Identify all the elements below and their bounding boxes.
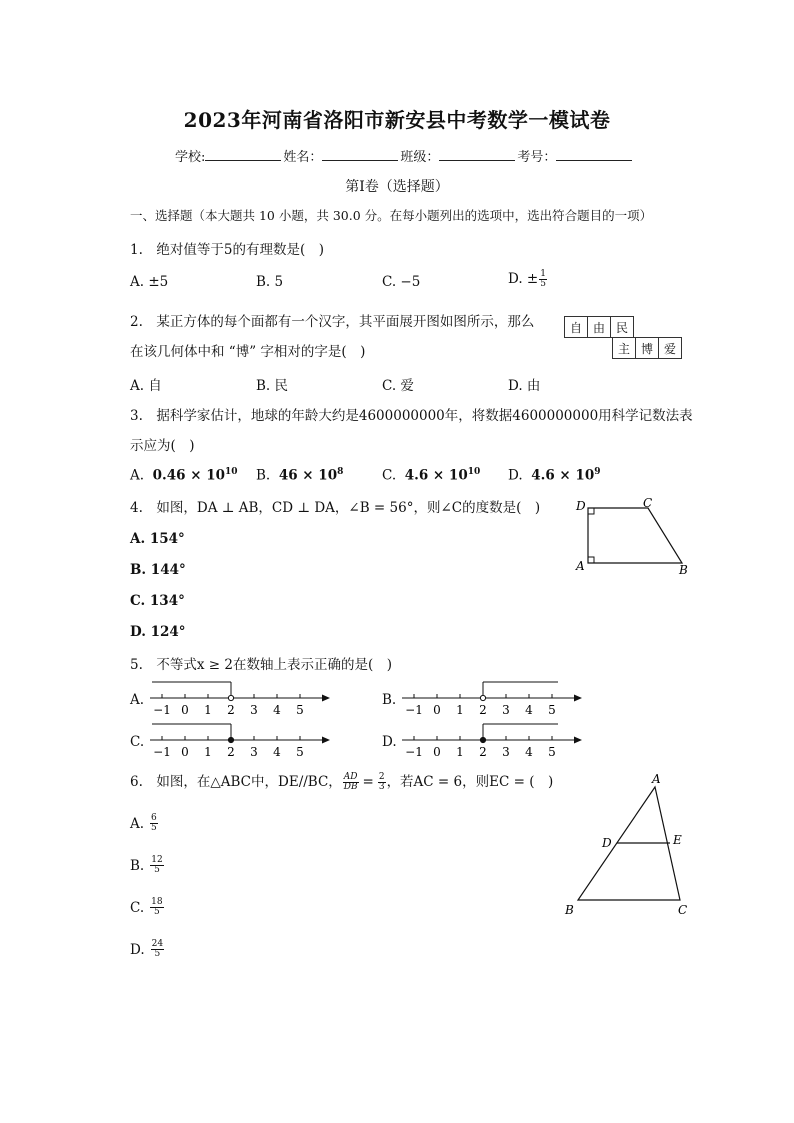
number-line-a[interactable] (148, 680, 334, 722)
tick-label: 2 (227, 703, 235, 717)
q6-d-num: 24 (151, 939, 164, 949)
tick-label: 5 (296, 703, 304, 717)
vertex-label-c: C (678, 903, 688, 917)
q1-option-c[interactable]: C. −5 (382, 274, 421, 290)
q5-option-b-label[interactable]: B. (382, 692, 397, 708)
q6-equals: = (362, 774, 374, 790)
q3-option-c[interactable] (382, 467, 480, 484)
tick-label: 0 (181, 745, 189, 759)
q6-b-label: B. (130, 857, 145, 874)
axis-arrow (322, 737, 330, 744)
q4-option-b[interactable]: B. 144° (130, 562, 186, 578)
closed-point (228, 737, 233, 742)
q6-stem-part-a: 6. 如图，在△ABC中，DE//BC， (130, 774, 342, 790)
q3-a-base: 0.46 × 10 (152, 467, 226, 484)
q6-stem-part-b: ，若AC = 6，则EC = ( ) (386, 774, 554, 790)
q3-b-label: B. (256, 467, 271, 484)
right-angle-mark-a (588, 557, 594, 563)
q3-b-base: 46 × 10 (278, 467, 338, 484)
question-3-stem-1: 3. 据科学家估计，地球的年龄大约是4600000000年，将数据4600000000用科学记数法表 (130, 408, 693, 424)
q4-option-d[interactable]: D. 124° (130, 624, 186, 640)
tick-label: −1 (405, 703, 423, 717)
class-label: 班级： (400, 150, 440, 165)
q6-option-b[interactable] (130, 856, 165, 875)
q1-option-b[interactable]: B. 5 (256, 274, 284, 290)
tick-label: 3 (250, 745, 258, 759)
tick-label: 4 (273, 703, 281, 717)
number-line-c[interactable] (148, 722, 334, 764)
tick-label: 1 (204, 703, 212, 717)
q5-option-c-label[interactable]: C. (130, 734, 145, 750)
net-cell: 由 (587, 316, 611, 338)
q3-a-label: A. (130, 467, 145, 484)
q6-c-frac (150, 898, 163, 917)
q6-frac-ad-db (343, 773, 359, 792)
student-info-line (175, 146, 634, 165)
q6-b-den: 5 (154, 865, 160, 875)
tick-label: −1 (153, 703, 171, 717)
q3-d-label: D. (508, 467, 523, 484)
q6-c-den: 5 (154, 907, 160, 917)
q6-d-label: D. (130, 941, 145, 958)
q6-option-d[interactable] (130, 940, 165, 959)
q6-b-frac (150, 856, 163, 875)
net-cell: 民 (610, 316, 634, 338)
school-blank[interactable] (205, 146, 281, 161)
q1-frac-num: 1 (540, 269, 546, 279)
q6-d-frac (151, 940, 164, 959)
q4-option-c[interactable]: C. 134° (130, 593, 185, 609)
question-3-stem-2: 示应为( ) (130, 438, 195, 454)
q5-option-d-label[interactable]: D. (382, 734, 397, 750)
tick-label: 2 (227, 745, 235, 759)
q6-option-a[interactable] (130, 814, 159, 833)
vertex-label-b: B (679, 563, 688, 577)
vertex-label-c: C (643, 496, 653, 510)
trapezoid-shape (588, 508, 682, 563)
q6-a-label: A. (130, 815, 145, 832)
vertex-label-e: E (673, 833, 682, 847)
tick-label: 3 (502, 703, 510, 717)
q6-a-den: 5 (151, 823, 157, 833)
question-2-stem-2: 在该几何体中和 “博” 字相对的字是( ) (130, 344, 366, 360)
section-heading: 一、选择题（本大题共 10 小题，共 30.0 分。在每小题列出的选项中，选出符合题目的一项） (130, 208, 653, 223)
name-label: 姓名： (283, 150, 323, 165)
net-cell: 自 (564, 316, 588, 338)
q2-option-c[interactable]: C. 爱 (382, 378, 414, 394)
right-angle-mark-d (588, 508, 594, 514)
number-line-b[interactable] (400, 680, 586, 722)
q2-option-d[interactable]: D. 由 (508, 378, 541, 394)
open-point (480, 695, 485, 700)
class-blank[interactable] (439, 146, 515, 161)
open-point (228, 695, 233, 700)
vertex-label-b: B (565, 903, 574, 917)
q3-option-a[interactable] (130, 467, 238, 484)
cube-net-figure (564, 317, 682, 359)
tick-label: −1 (405, 745, 423, 759)
q6-option-c[interactable] (130, 898, 165, 917)
tick-label: 4 (525, 745, 533, 759)
vertex-label-d: D (602, 836, 612, 850)
exam-no-blank[interactable] (556, 146, 632, 161)
q6-b-num: 12 (151, 855, 163, 865)
exam-no-label: 考号： (517, 150, 557, 165)
question-1-stem: 1. 绝对值等于5的有理数是( ) (130, 242, 325, 258)
q3-d-base: 4.6 × 10 (531, 467, 595, 484)
q2-option-a[interactable]: A. 自 (130, 378, 162, 394)
q1-option-d[interactable] (508, 270, 548, 289)
tick-label: 5 (296, 745, 304, 759)
tick-label: 4 (525, 703, 533, 717)
q3-option-d[interactable] (508, 467, 601, 484)
q6-c-label: C. (130, 899, 145, 916)
vertex-label-a: A (576, 559, 585, 573)
q4-option-a[interactable]: A. 154° (130, 531, 185, 547)
q3-option-b[interactable] (256, 467, 343, 484)
triangle-figure (560, 770, 700, 922)
trapezoid-figure (570, 494, 700, 580)
net-cell: 爱 (658, 337, 682, 359)
q1-option-a[interactable]: A. ±5 (130, 274, 169, 290)
vertex-label-a: A (652, 772, 661, 786)
q6-frac-ad: AD (343, 771, 358, 782)
tick-label: 5 (548, 745, 556, 759)
page-title: 2023年河南省洛阳市新安县中考数学一模试卷 (183, 108, 611, 132)
q6-c-num: 18 (151, 897, 163, 907)
tick-label: 4 (273, 745, 281, 759)
question-2-stem-1: 2. 某正方体的每个面都有一个汉字，其平面展开图如图所示，那么 (130, 314, 535, 330)
tick-label: 3 (502, 745, 510, 759)
q1-fraction (539, 270, 547, 289)
q6-a-num: 6 (151, 813, 157, 823)
q6-a-frac (150, 814, 158, 833)
q5-option-a-label[interactable]: A. (130, 692, 145, 708)
q3-b-exp: 8 (337, 467, 344, 477)
tick-label: 1 (204, 745, 212, 759)
tick-label: 0 (433, 703, 441, 717)
tick-label: 0 (433, 745, 441, 759)
question-4-stem: 4. 如图，DA ⊥ AB，CD ⊥ DA，∠B = 56°，则∠C的度数是( ) (130, 500, 541, 516)
tick-label: 3 (250, 703, 258, 717)
tick-label: −1 (153, 745, 171, 759)
axis-arrow (574, 737, 582, 744)
tick-label: 1 (456, 703, 464, 717)
section-title: 第Ⅰ卷（选择题） (345, 179, 449, 195)
q6-frac-ratio (378, 773, 386, 792)
closed-point (480, 737, 485, 742)
vertex-label-d: D (576, 499, 586, 513)
q3-a-exp: 10 (225, 467, 238, 477)
number-line-d[interactable] (400, 722, 586, 764)
question-6-stem (130, 772, 553, 792)
q6-ratio-num: 2 (378, 771, 385, 782)
q1-frac-den: 5 (540, 279, 546, 289)
q3-d-exp: 9 (594, 467, 601, 477)
tick-label: 2 (479, 745, 487, 759)
question-5-stem: 5. 不等式x ≥ 2在数轴上表示正确的是( ) (130, 657, 393, 673)
q6-frac-db: DB (343, 781, 358, 792)
tick-label: 5 (548, 703, 556, 717)
q3-c-base: 4.6 × 10 (404, 467, 468, 484)
tick-label: 0 (181, 703, 189, 717)
q1-option-d-label: D. ± (508, 271, 539, 287)
axis-arrow (574, 695, 582, 702)
q2-option-b[interactable]: B. 民 (256, 378, 289, 394)
net-cell: 主 (612, 337, 636, 359)
tick-label: 2 (479, 703, 487, 717)
q6-ratio-den: 3 (378, 781, 385, 792)
tick-label: 1 (456, 745, 464, 759)
q6-d-den: 5 (154, 949, 161, 959)
axis-arrow (322, 695, 330, 702)
net-cell: 博 (635, 337, 659, 359)
school-label: 学校: (175, 150, 206, 165)
q3-c-exp: 10 (467, 467, 481, 477)
q3-c-label: C. (382, 467, 397, 484)
name-blank[interactable] (322, 146, 398, 161)
